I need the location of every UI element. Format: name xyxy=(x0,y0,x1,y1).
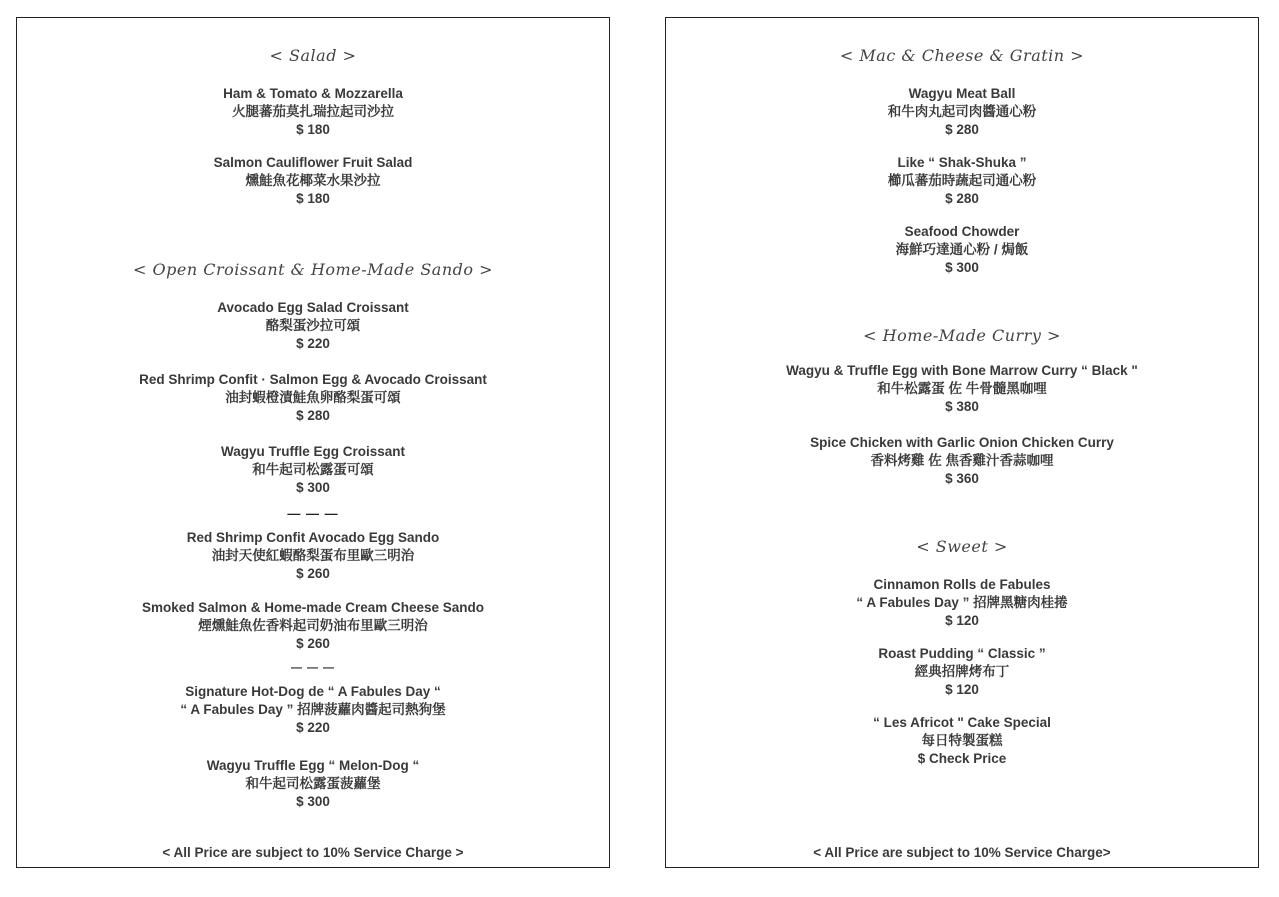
item-name: Spice Chicken with Garlic Onion Chicken Curry xyxy=(810,435,1114,450)
section-heading-croissant: < Open Croissant & Home-Made Sando > xyxy=(133,260,493,279)
menu-item xyxy=(666,85,1258,139)
item-name: “ Les Africot " Cake Special xyxy=(873,715,1051,730)
item-name-zh: 燻鮭魚花椰菜水果沙拉 xyxy=(245,173,381,188)
item-name: Signature Hot-Dog de “ A Fabules Day “ xyxy=(185,684,441,699)
item-name: Red Shrimp Confit Avocado Egg Sando xyxy=(186,530,440,545)
divider: — — — xyxy=(290,662,336,674)
menu-item xyxy=(17,529,609,583)
item-name-zh: 海鮮巧達通心粉 / 焗飯 xyxy=(895,242,1029,257)
menu-item xyxy=(17,154,609,208)
item-price: $ 260 xyxy=(296,566,330,581)
item-price: $ 120 xyxy=(945,682,979,697)
menu-item xyxy=(666,576,1258,630)
item-name: Avocado Egg Salad Croissant xyxy=(217,300,409,315)
menu-item xyxy=(17,683,609,737)
service-charge-note: < All Price are subject to 10% Service Charge > xyxy=(162,845,464,860)
item-name-zh: 櫛瓜蕃茄時蔬起司通心粉 xyxy=(887,173,1037,188)
item-name: Roast Pudding “ Classic ” xyxy=(878,646,1046,661)
item-price: $ 280 xyxy=(945,122,979,137)
menu-item xyxy=(666,223,1258,277)
menu-item xyxy=(17,599,609,653)
item-name-zh: 油封天使紅蝦酪梨蛋布里歐三明治 xyxy=(211,548,415,563)
section-heading-mac-cheese: < Mac & Cheese & Gratin > xyxy=(839,46,1085,65)
item-price: $ 260 xyxy=(296,636,330,651)
item-name: Smoked Salmon & Home-made Cream Cheese Sando xyxy=(141,600,485,615)
item-price: $ 300 xyxy=(296,794,330,809)
item-name: Like “ Shak-Shuka ” xyxy=(897,155,1027,170)
item-name-zh: 火腿蕃茄莫扎瑞拉起司沙拉 xyxy=(232,104,394,119)
item-name-zh: 和牛起司松露蛋菠蘿堡 xyxy=(245,776,381,791)
item-name-zh: 油封蝦橙漬鮭魚卵酪梨蛋可頌 xyxy=(225,390,401,405)
menu-item xyxy=(17,85,609,139)
menu-item xyxy=(666,154,1258,208)
divider: — — — xyxy=(287,506,339,521)
menu-page-left xyxy=(16,17,610,868)
item-price: $ 300 xyxy=(296,480,330,495)
item-name-zh: 香料烤雞 佐 焦香雞汁香蒜咖哩 xyxy=(870,453,1054,468)
item-price: $ 380 xyxy=(945,399,979,414)
section-heading-salad: < Salad > xyxy=(269,46,357,65)
item-name: Wagyu Meat Ball xyxy=(908,86,1016,101)
item-name-zh: “ A Fabules Day ” 招牌菠蘿肉醬起司熱狗堡 xyxy=(180,702,446,717)
menu-item xyxy=(17,371,609,425)
menu-page-right xyxy=(665,17,1259,868)
item-name-zh: 酪梨蛋沙拉可頌 xyxy=(265,318,361,333)
item-name: Ham & Tomato & Mozzarella xyxy=(223,86,403,101)
item-price: $ 360 xyxy=(945,471,979,486)
service-charge-note: < All Price are subject to 10% Service Charge> xyxy=(813,845,1111,860)
item-name-zh: 煙燻鮭魚佐香料起司奶油布里歐三明治 xyxy=(198,618,428,633)
item-name: Red Shrimp Confit · Salmon Egg & Avocado Croissant xyxy=(139,372,487,387)
item-name: Wagyu Truffle Egg “ Melon-Dog “ xyxy=(206,758,420,773)
item-price: $ 280 xyxy=(296,408,330,423)
item-name: Salmon Cauliflower Fruit Salad xyxy=(213,155,413,170)
menu-item xyxy=(17,299,609,353)
item-name-zh: 和牛松露蛋 佐 牛骨髓黑咖哩 xyxy=(877,381,1047,396)
item-price: $ 280 xyxy=(945,191,979,206)
item-name-zh: 和牛肉丸起司肉醬通心粉 xyxy=(887,104,1037,119)
menu-item xyxy=(666,645,1258,699)
item-price: $ 220 xyxy=(296,336,330,351)
item-name-zh: 每日特製蛋糕 xyxy=(921,733,1003,748)
item-price: $ 220 xyxy=(296,720,330,735)
menu-item xyxy=(666,362,1258,416)
menu-item xyxy=(17,757,609,811)
item-name-zh: “ A Fabules Day ” 招牌黑糖肉桂捲 xyxy=(856,595,1068,610)
item-price: $ Check Price xyxy=(917,751,1007,766)
menu-item xyxy=(666,714,1258,768)
item-price: $ 120 xyxy=(945,613,979,628)
item-price: $ 180 xyxy=(296,191,330,206)
menu-item xyxy=(17,443,609,497)
item-name-zh: 經典招牌烤布丁 xyxy=(914,664,1010,679)
item-name-zh: 和牛起司松露蛋可頌 xyxy=(252,462,374,477)
item-name: Wagyu & Truffle Egg with Bone Marrow Curry “ Black " xyxy=(786,363,1138,378)
item-name: Cinnamon Rolls de Fabules xyxy=(873,577,1051,592)
section-heading-curry: < Home-Made Curry > xyxy=(863,326,1061,345)
menu-item xyxy=(666,434,1258,488)
item-price: $ 180 xyxy=(296,122,330,137)
item-price: $ 300 xyxy=(945,260,979,275)
item-name: Seafood Chowder xyxy=(904,224,1020,239)
item-name: Wagyu Truffle Egg Croissant xyxy=(220,444,406,459)
section-heading-sweet: < Sweet > xyxy=(916,537,1008,556)
